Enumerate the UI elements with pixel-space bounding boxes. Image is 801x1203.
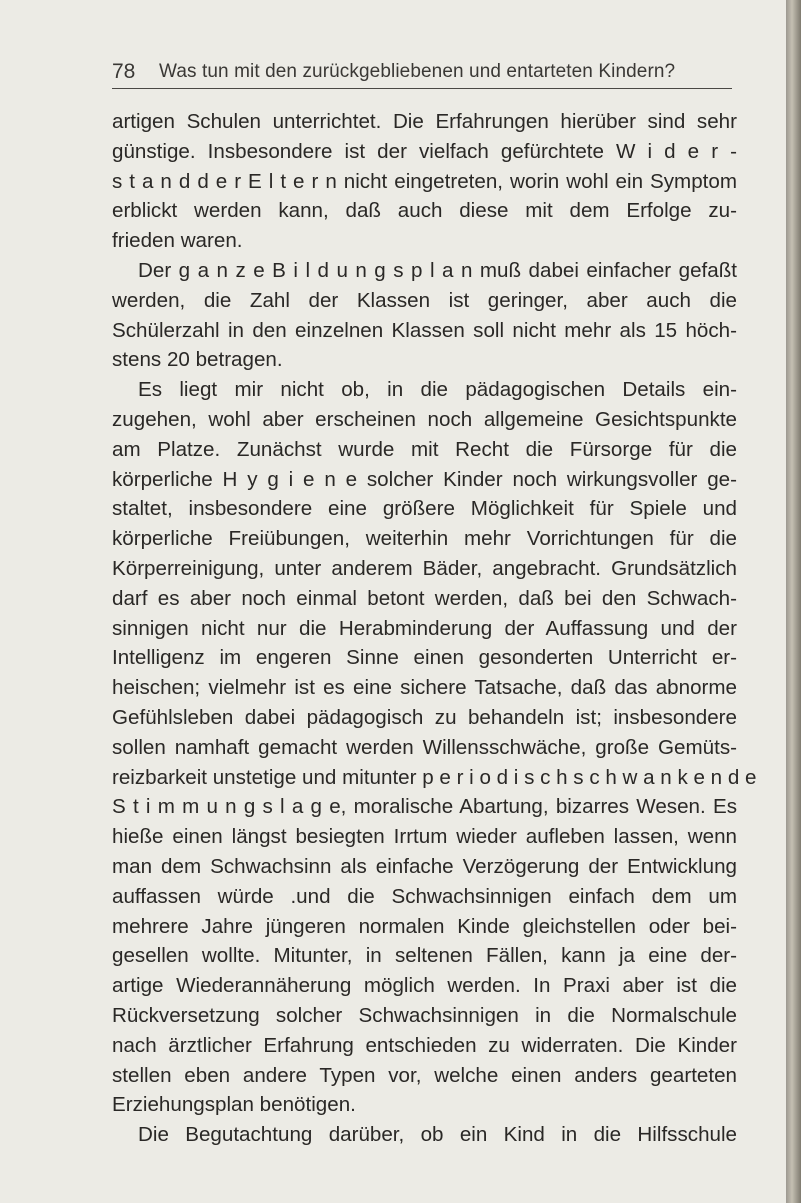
text-line: gesellen wollte. Mitunter, in seltenen Fällen, kann ja eine der- bbox=[112, 944, 737, 968]
text-line: man dem Schwachsinn als einfache Verzögerung der Entwicklung bbox=[112, 854, 737, 878]
text-line: zugehen, wohl aber erscheinen noch allgemeine Gesichtspunkte bbox=[112, 407, 737, 431]
text-line: Körperreinigung, unter anderem Bäder, angebracht. Grundsätzlich bbox=[112, 556, 737, 580]
text-line: Der g a n z e B i l d u n g s p l a n muß dabei einfacher gefaßt bbox=[138, 258, 737, 282]
text-line: Gefühlsleben dabei pädagogisch zu behandeln ist; insbesondere bbox=[112, 705, 737, 729]
text-line: mehrere Jahre jüngeren normalen Kinde gleichstellen oder bei- bbox=[112, 914, 737, 938]
header-rule bbox=[112, 88, 732, 89]
text-line: Es liegt mir nicht ob, in die pädagogischen Details ein- bbox=[138, 378, 737, 402]
text-line: am Platze. Zunächst wurde mit Recht die Fürsorge für die bbox=[112, 437, 737, 461]
text-line: Rückversetzung solcher Schwachsinnigen in die Normalschule bbox=[112, 1003, 737, 1027]
text-line: körperliche Freiübungen, weiterhin mehr Vorrichtungen für die bbox=[112, 527, 737, 551]
text-line: darf es aber noch einmal betont werden, daß bei den Schwach- bbox=[112, 586, 737, 610]
text-line: Die Begutachtung darüber, ob ein Kind in die Hilfsschule bbox=[138, 1123, 737, 1147]
text-line: stellen eben andere Typen vor, welche einen anders gearteten bbox=[112, 1063, 737, 1087]
text-line: auffassen würde .und die Schwachsinnigen einfach dem um bbox=[112, 884, 737, 908]
text-line: erblickt werden kann, daß auch diese mit dem Erfolge zu- bbox=[112, 199, 737, 223]
text-line: Intelligenz im engeren Sinne einen gesonderten Unterricht er- bbox=[112, 646, 737, 670]
text-line: heischen; vielmehr ist es eine sichere Tatsache, daß das abnorme bbox=[112, 676, 737, 700]
text-line: nach ärztlicher Erfahrung entschieden zu widerraten. Die Kinder bbox=[112, 1033, 737, 1057]
body-text bbox=[112, 107, 757, 1150]
text-line: sollen namhaft gemacht werden Willensschwäche, große Gemüts- bbox=[112, 735, 737, 759]
text-line: günstige. Insbesondere ist der vielfach gefürchtete W i d e r - bbox=[112, 139, 737, 163]
text-line: frieden waren. bbox=[112, 229, 243, 253]
text-line: artige Wiederannäherung möglich werden. In Praxi aber ist die bbox=[112, 974, 737, 998]
text-line: reizbarkeit unstetige und mitunter p e r i o d i s c h s c h w a n k e n d e bbox=[112, 765, 757, 789]
text-line: artigen Schulen unterrichtet. Die Erfahrungen hierüber sind sehr bbox=[112, 110, 737, 133]
page-edge bbox=[786, 0, 801, 1203]
text-line: s t a n d d e r E l t e r n nicht eingetreten, worin wohl ein Symptom bbox=[112, 169, 737, 193]
text-line: Erziehungsplan benötigen. bbox=[112, 1093, 356, 1117]
text-line: staltet, insbesondere eine größere Möglichkeit für Spiele und bbox=[112, 497, 737, 521]
text-line: stens 20 betragen. bbox=[112, 348, 283, 372]
page-header bbox=[112, 60, 734, 86]
text-line: körperliche H y g i e n e solcher Kinder noch wirkungsvoller ge- bbox=[112, 467, 737, 491]
running-title: Was tun mit den zurückgebliebenen und entarteten Kindern? bbox=[159, 61, 676, 82]
text-line: werden, die Zahl der Klassen ist geringer, aber auch die bbox=[112, 288, 737, 312]
page-number: 78 bbox=[112, 60, 136, 83]
text-line: hieße einen längst besiegten Irrtum wieder aufleben lassen, wenn bbox=[112, 825, 737, 849]
text-line: Schülerzahl in den einzelnen Klassen soll nicht mehr als 15 höch- bbox=[112, 318, 737, 342]
text-line: S t i m m u n g s l a g e, moralische Abartung, bizarres Wesen. Es bbox=[112, 795, 737, 819]
text-line: sinnigen nicht nur die Herabminderung der Auffassung und der bbox=[112, 616, 737, 640]
